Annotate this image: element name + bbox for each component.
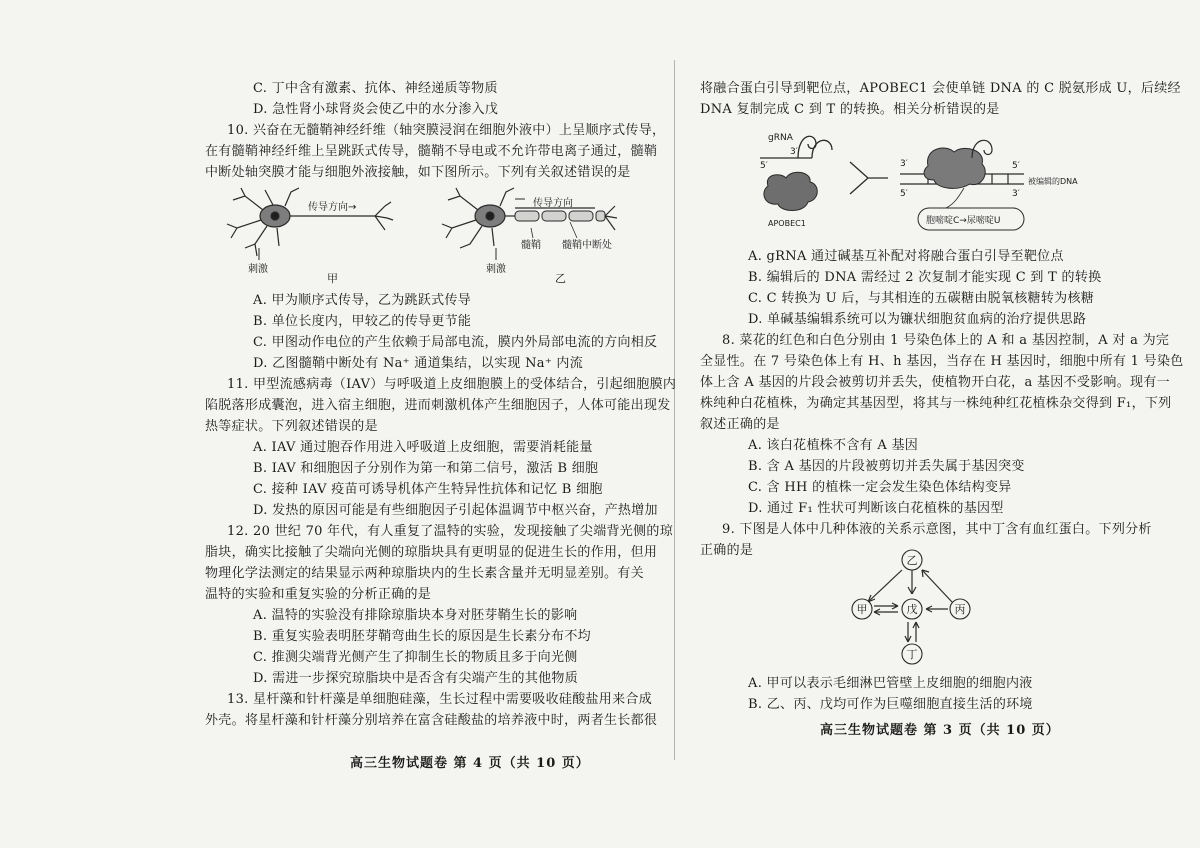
q10-option-c: C. 甲图动作电位的产生依赖于局部电流，膜内外局部电流的方向相反	[253, 335, 658, 350]
q9-option-c: C. 丁中含有激素、抗体、神经递质等物质	[253, 81, 498, 96]
nerve-conduction-figure	[215, 186, 645, 286]
q9r-option-b: B. 乙、丙、戊均可作为巨噬细胞直接生活的环境	[748, 697, 1033, 712]
page-fold	[674, 60, 675, 760]
q10-option-b: B. 单位长度内，甲较乙的传导更节能	[253, 314, 472, 329]
q8-stem-line: 8. 菜花的红色和白色分别由 1 号染色体上的 A 和 a 基因控制，A 对 a 为完	[722, 333, 1170, 348]
apobec1-protein	[764, 172, 817, 210]
q9-option-d: D. 急性肾小球肾炎会使乙中的水分渗入戊	[253, 102, 499, 117]
q12-option-c: C. 推测尖端背光侧产生了抑制生长的物质且多于向光侧	[253, 650, 578, 665]
q12-stem-line: 脂块，确实比接触了尖端向光侧的琼脂块具有更明显的促进生长的作用，但用	[205, 545, 658, 560]
direction-label-yi: 传导方向	[533, 198, 573, 209]
q13-stem-line: 13. 星杆藻和针杆藻是单细胞硅藻，生长过程中需要吸收硅酸盐用来合成	[227, 692, 653, 707]
q9-stem-line: 9. 下图是人体中几种体液的关系示意图，其中丁含有血红蛋白。下列分析	[722, 522, 1152, 537]
node-wu-label: 戊	[906, 603, 918, 616]
direction-label-jia: 传导方向→	[308, 202, 357, 213]
q12-stem-line: 12. 20 世纪 70 年代，有人重复了温特的实验，发现接触了尖端背光侧的琼	[227, 524, 673, 539]
q7-option-b: B. 编辑后的 DNA 需经过 2 次复制才能实现 C 到 T 的转换	[748, 270, 1102, 285]
myelin-sheath-segments	[515, 211, 605, 221]
q11-option-a: A. IAV 通过胞吞作用进入呼吸道上皮细胞，需要消耗能量	[253, 440, 593, 455]
q7-option-c: C. C 转换为 U 后，与其相连的五碳糖由脱氧核糖转为核糖	[748, 291, 1095, 306]
q8-option-a: A. 该白花植株不含有 A 基因	[748, 438, 919, 453]
q8-option-b: B. 含 A 基因的片段被剪切并丢失属于基因突变	[748, 459, 1025, 474]
page-footer-right: 高三生物试题卷 第 3 页（共 10 页）	[820, 723, 1060, 738]
q9-stem-line: 正确的是	[700, 543, 754, 558]
q11-option-b: B. IAV 和细胞因子分别作为第一和第二信号，激活 B 细胞	[253, 461, 599, 476]
q8-stem-line: 全显性。在 7 号染色体上有 H、h 基因，当存在 H 基因时，细胞中所有 1 号染色	[700, 354, 1184, 369]
body-fluid-diagram	[840, 546, 980, 670]
q9r-option-a: A. 甲可以表示毛细淋巴管壁上皮细胞的细胞内液	[748, 676, 1033, 691]
figure-label-jia: 甲	[327, 272, 338, 285]
q12-stem-line: 温特的实验和重复实验的分析正确的是	[205, 587, 432, 602]
base-editing-figure	[750, 122, 1120, 240]
q7-option-a: A. gRNA 通过碱基互补配对将融合蛋白引导至靶位点	[748, 249, 1064, 264]
stimulus-label-yi: 刺激	[486, 264, 506, 275]
node-bing-label: 丙	[954, 603, 966, 616]
q10-option-a: A. 甲为顺序式传导，乙为跳跃式传导	[253, 293, 472, 308]
figure-label-yi: 乙	[555, 272, 566, 285]
q12-stem-line: 物理化学法测定的结果显示两种琼脂块内的生长素含量并无明显差别。有关	[205, 566, 644, 581]
q8-stem-line: 叙述正确的是	[700, 417, 780, 432]
node-jia-label: 甲	[856, 603, 868, 616]
q10-stem-line: 在有髓鞘神经纤维上呈跳跃式传导，髓鞘不导电或不允许带电离子通过，髓鞘	[205, 144, 658, 159]
stimulus-label-jia: 刺激	[248, 264, 268, 275]
conversion-leader	[946, 188, 964, 208]
q11-stem-line: 11. 甲型流感病毒（IAV）与呼吸道上皮细胞膜上的受体结合，引起细胞膜内	[227, 377, 677, 392]
dna-bottom-5prime: 5′	[900, 189, 908, 199]
node-ding-label: 丁	[906, 648, 918, 661]
q11-stem-line: 陷脱落形成囊泡，进入宿主细胞，进而刺激机体产生细胞因子，人体可能出现发	[205, 398, 671, 413]
q12-option-b: B. 重复实验表明胚芽鞘弯曲生长的原因是生长素分布不均	[253, 629, 591, 644]
q10-stem-line: 10. 兴奋在无髓鞘神经纤维（轴突膜浸润在细胞外液中）上呈顺序式传导，	[227, 123, 666, 138]
q12-option-d: D. 需进一步探究琼脂块中是否含有尖端产生的其他物质	[253, 671, 579, 686]
myelin-label: 髓鞘	[521, 240, 541, 251]
q12-option-a: A. 温特的实验没有排除琼脂块本身对胚芽鞘生长的影响	[253, 608, 578, 623]
grna-label: gRNA	[768, 133, 793, 143]
dna-top-5prime: 5′	[1012, 161, 1020, 171]
neuron-jia	[227, 188, 393, 260]
q11-option-d: D. 发热的原因可能是有些细胞因子引起体温调节中枢兴奋，产热增加	[253, 503, 658, 518]
q11-option-c: C. 接种 IAV 疫苗可诱导机体产生特异性抗体和记忆 B 细胞	[253, 482, 603, 497]
combine-arrow	[850, 162, 888, 194]
apobec1-label: APOBEC1	[768, 219, 806, 228]
dna-top-3prime: 3′	[900, 159, 908, 169]
q8-option-c: C. 含 HH 的植株一定会发生染色体结构变异	[748, 480, 1012, 495]
q10-stem-line: 中断处轴突膜才能与细胞外液接触，如下图所示。下列有关叙述错误的是	[205, 165, 631, 180]
q7-option-d: D. 单碱基编辑系统可以为镰状细胞贫血病的治疗提供思路	[748, 312, 1087, 327]
q13-stem-line: 外壳。将星杆藻和针杆藻分别培养在富含硅酸盐的培养液中时，两者生长都很	[205, 713, 658, 728]
q7-stem-line: DNA 复制完成 C 到 T 的转换。相关分析错误的是	[700, 102, 1000, 117]
page-footer-left: 高三生物试题卷 第 4 页（共 10 页）	[350, 756, 590, 771]
grna-3prime: 3′	[790, 147, 798, 157]
q11-stem-line: 热等症状。下列叙述错误的是	[205, 419, 378, 434]
dna-bottom-3prime: 3′	[1012, 189, 1020, 199]
q7-stem-line: 将融合蛋白引导到靶位点，APOBEC1 会使单链 DNA 的 C 脱氨形成 U，后续经	[700, 81, 1181, 96]
node-yi-label: 乙	[906, 554, 918, 567]
q8-stem-line: 株纯种白花植株，为确定其基因型，将其与一株纯种红花植株杂交得到 F₁，下列	[700, 396, 1172, 411]
edited-dna-label: 被编辑的DNA	[1028, 177, 1078, 186]
q8-stem-line: 体上含 A 基因的片段会被剪切并丢失，使植物开白花，a 基因不受影响。现有一	[700, 375, 1170, 390]
q10-option-d: D. 乙图髓鞘中断处有 Na⁺ 通道集结，以实现 Na⁺ 内流	[253, 356, 584, 371]
node-label: 髓鞘中断处	[562, 240, 612, 251]
q8-option-d: D. 通过 F₁ 性状可判断该白花植株的基因型	[748, 501, 1004, 516]
fusion-protein-complex	[924, 148, 985, 188]
grna-5prime: 5′	[760, 161, 768, 171]
conversion-label: 胞嘧啶C→尿嘧啶U	[926, 216, 1001, 226]
